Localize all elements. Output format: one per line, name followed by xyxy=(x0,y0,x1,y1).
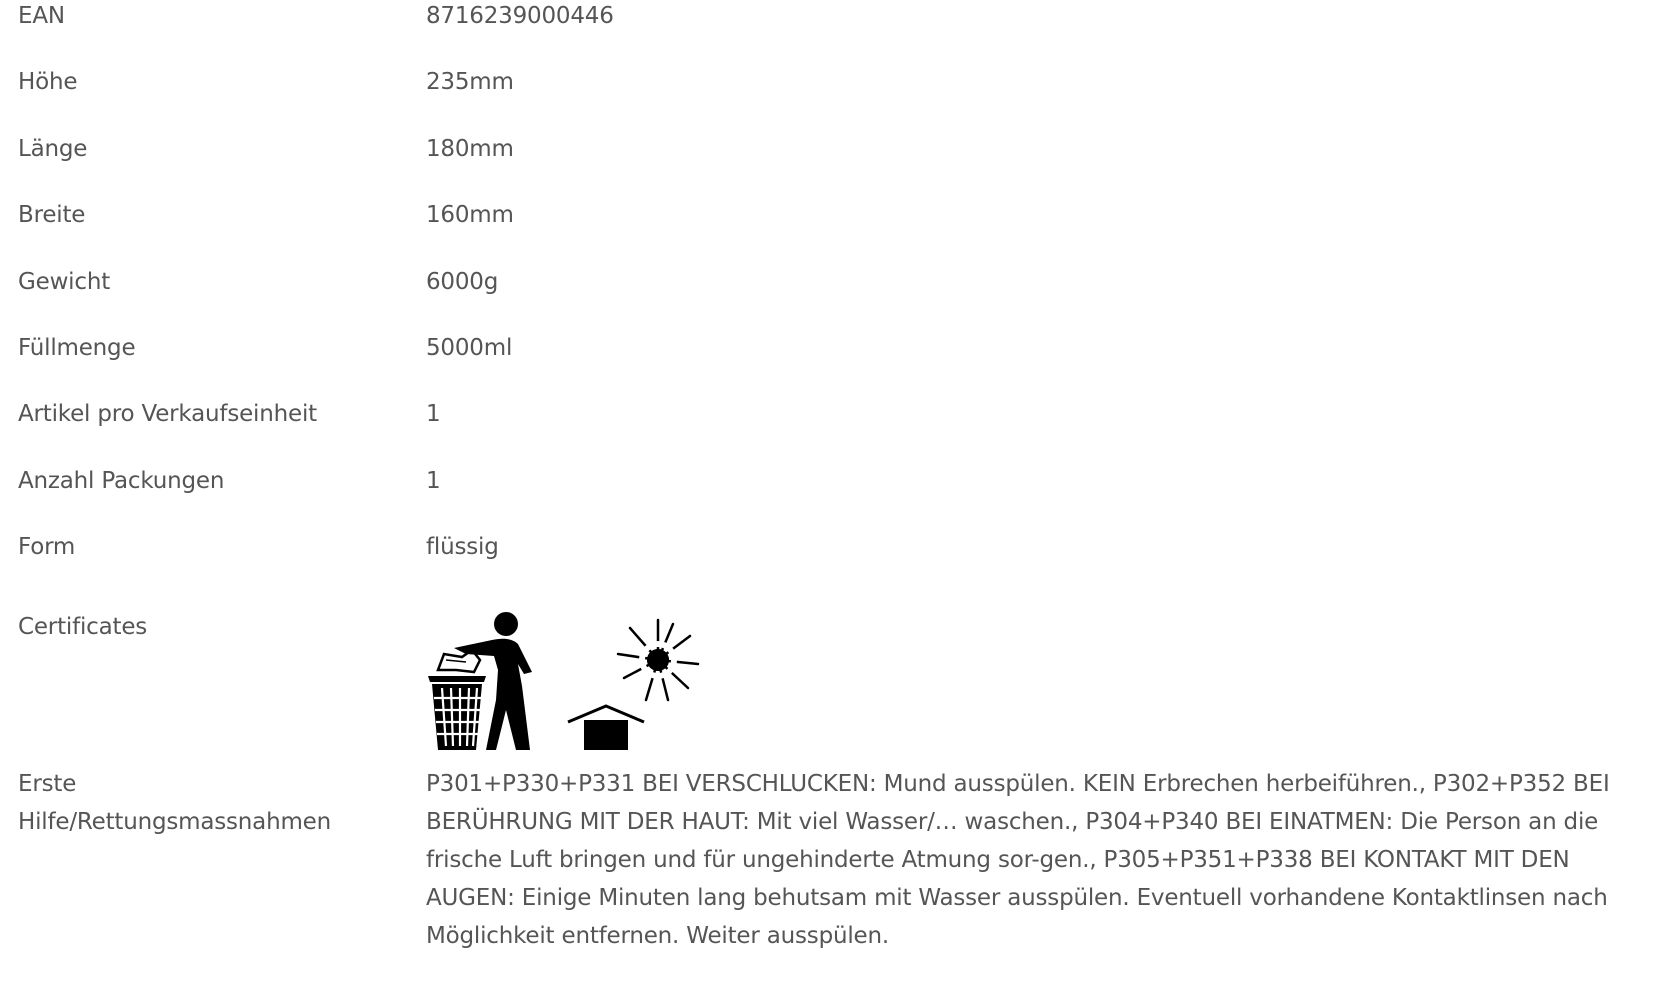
spec-value: flüssig xyxy=(426,534,499,561)
spec-value: 1 xyxy=(426,467,441,494)
spec-row-hoehe xyxy=(18,66,1638,132)
spec-label: EAN xyxy=(18,3,65,29)
spec-label: Gewicht xyxy=(18,268,111,295)
spec-value: 6000g xyxy=(426,268,499,295)
spec-value: 8716239000446 xyxy=(426,3,614,29)
spec-label: Höhe xyxy=(18,69,78,96)
spec-label: Artikel pro Verkaufseinheit xyxy=(18,401,317,428)
first-aid-text: P301+P330+P331 BEI VERSCHLUCKEN: Mund ausspülen. KEIN Erbrechen herbeiführen., P302+P352 BEI BERÜHRUNG MIT DER HAUT: Mit viel Wasser/… waschen., P304+P340 BEI EINATMEN: Die Person an die frische Luft bringen und für ungehinderte Atmung sor-gen., P305+P351+P338 BEI KONTAKT MIT DEN AUGEN: Einige Minuten lang behutsam mit Wasser ausspülen. Eventuell vorhandene Kontaktlinsen nach Möglichkeit entfernen. Weiter ausspülen. xyxy=(426,770,1610,949)
spec-row-certificates xyxy=(18,598,1638,763)
spec-row-erste-hilfe xyxy=(18,765,1638,955)
tidyman-litter-bin-icon xyxy=(426,610,542,752)
spec-value: 180mm xyxy=(426,135,514,162)
spec-row-form xyxy=(18,531,1638,597)
spec-label: Certificates xyxy=(18,613,148,640)
spec-label: Länge xyxy=(18,135,88,162)
spec-label: Füllmenge xyxy=(18,334,136,361)
spec-row-gewicht xyxy=(18,266,1638,332)
spec-label: Erste Hilfe/Rettungsmassnahmen xyxy=(18,770,331,835)
spec-label: Anzahl Packungen xyxy=(18,467,225,494)
spec-row-breite xyxy=(18,199,1638,265)
spec-row-ean xyxy=(18,0,1638,66)
spec-value: 160mm xyxy=(426,202,514,229)
spec-value: 1 xyxy=(426,401,441,428)
spec-row-fuellmenge xyxy=(18,332,1638,398)
spec-row-artikel-pro-verkaufseinheit xyxy=(18,398,1638,464)
spec-value: 5000ml xyxy=(426,334,513,361)
product-spec-table xyxy=(18,0,1638,955)
spec-row-anzahl-packungen xyxy=(18,465,1638,531)
spec-value: 235mm xyxy=(426,69,514,96)
spec-row-laenge xyxy=(18,133,1638,199)
certificate-icons xyxy=(426,598,1638,752)
store-away-from-sunlight-icon xyxy=(566,618,706,752)
spec-label: Breite xyxy=(18,202,86,229)
spec-label: Form xyxy=(18,534,76,561)
